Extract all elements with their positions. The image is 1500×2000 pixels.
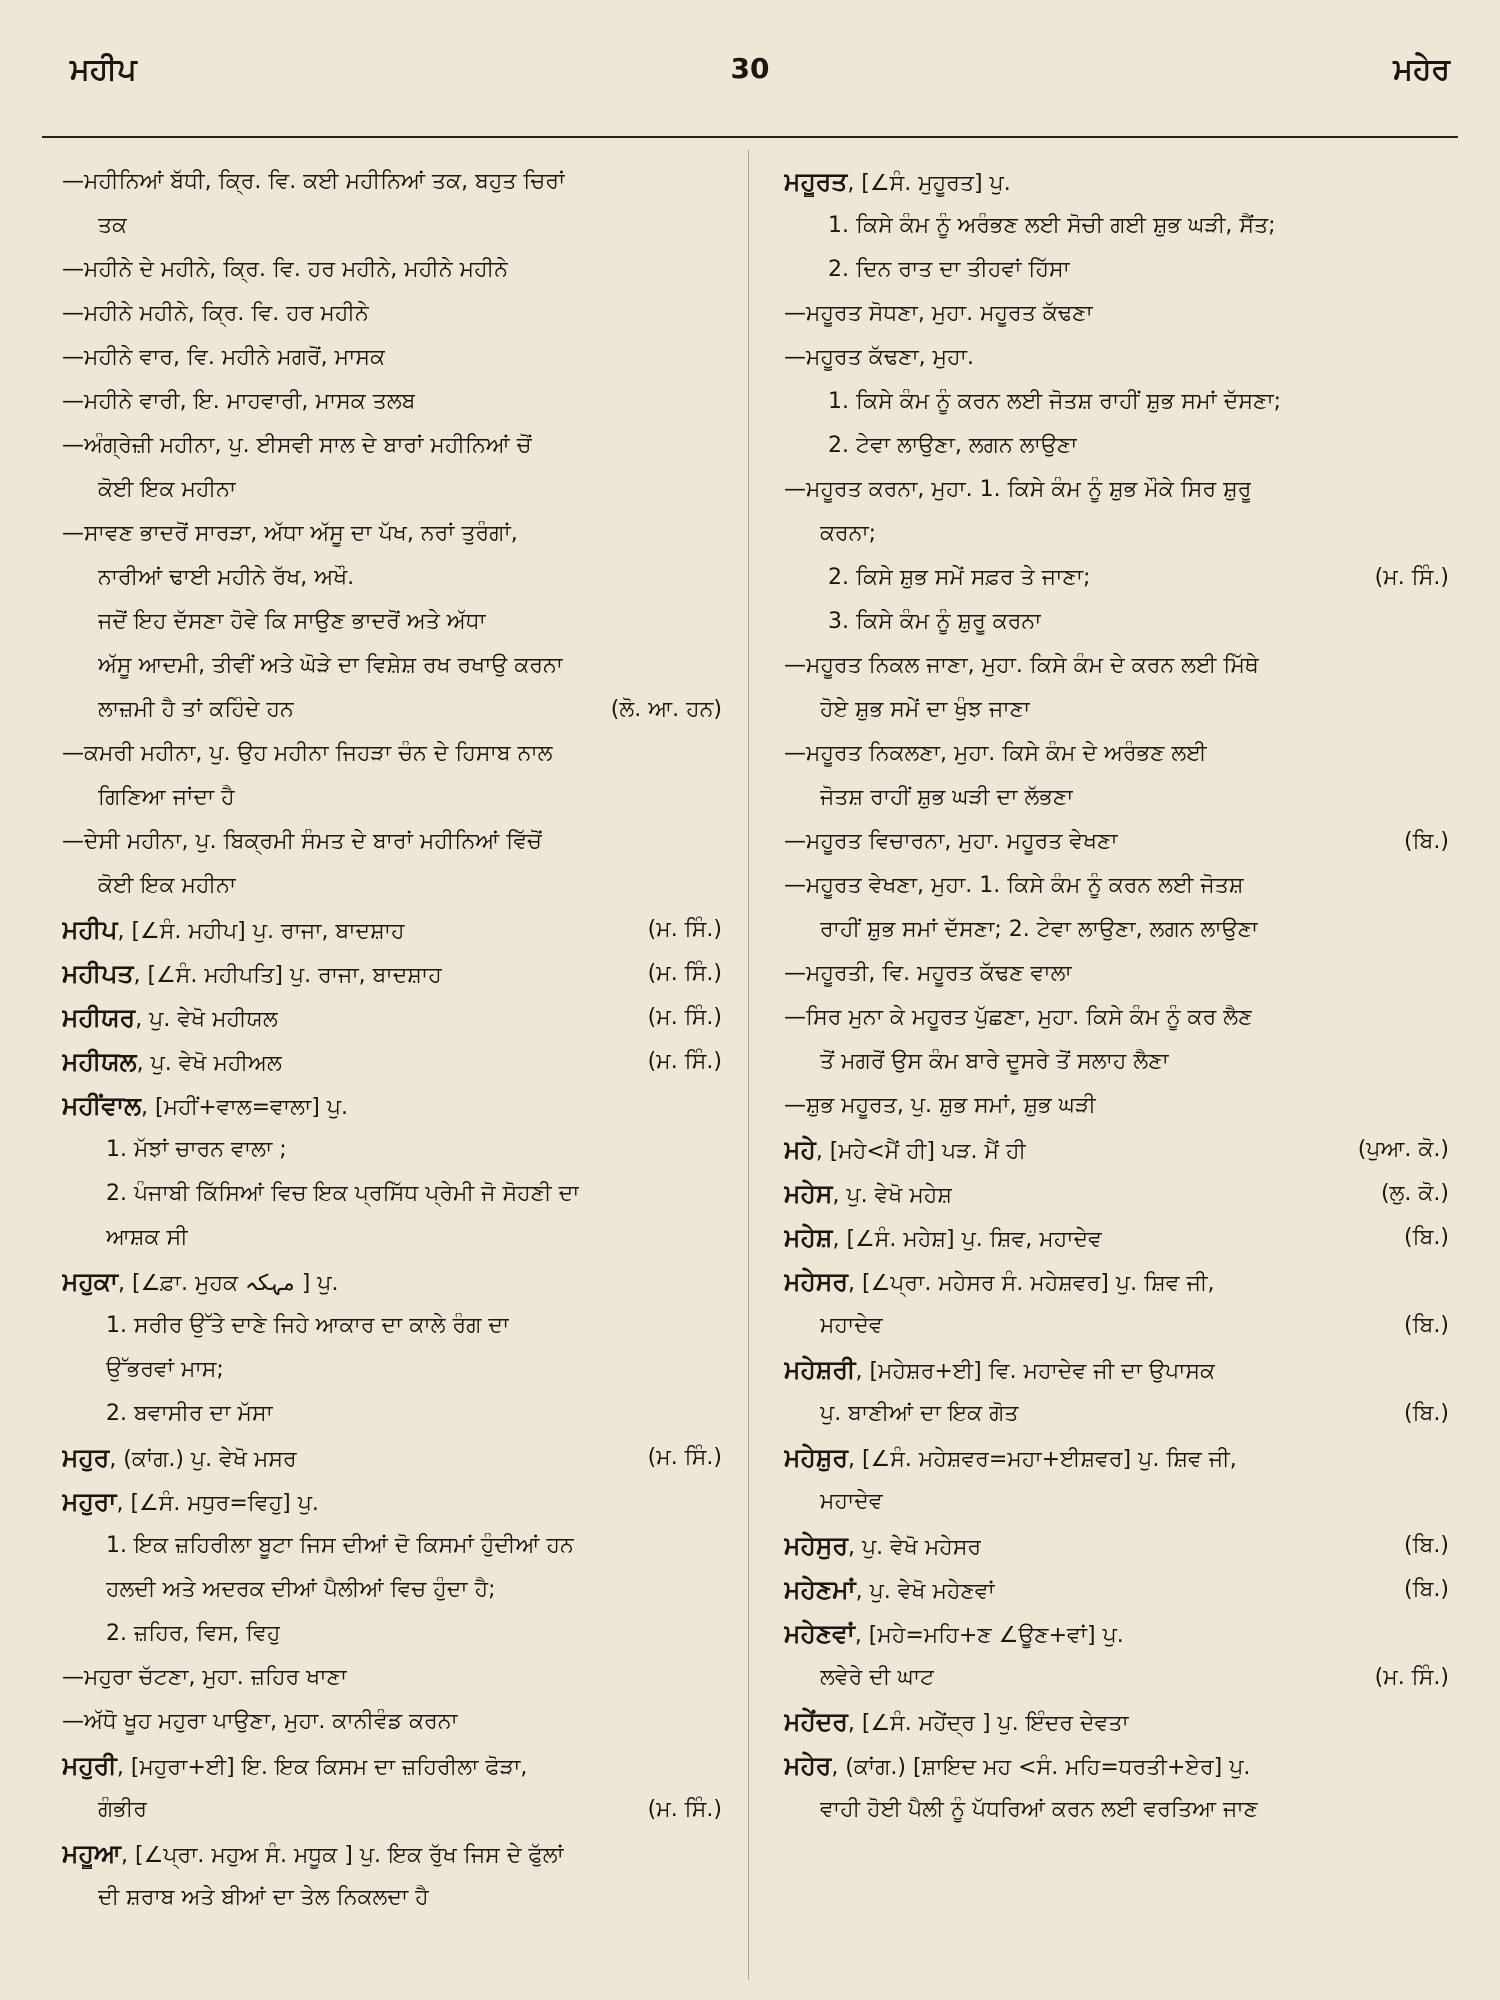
entry-text xyxy=(62,1751,527,1781)
entry-text xyxy=(62,301,369,327)
definition-text: ਹਲਦੀ ਅਤੇ ਅਦਰਕ ਦੀਆਂ ਪੈਲੀਆਂ ਵਿਚ ਹੁੰਦਾ ਹੈ; xyxy=(106,1576,496,1602)
entry-line xyxy=(784,820,1449,864)
entry-text xyxy=(784,1443,1237,1473)
definition-text: ਅੱਸੂ ਆਦਮੀ, ਤੀਵੀਂ ਅਤੇ ਘੋੜੇ ਦਾ ਵਿਸ਼ੇਸ਼ ਰਖ ਰਖਾਉ ਕਰਨਾ xyxy=(98,652,564,678)
entry-line xyxy=(62,864,722,908)
entry-text xyxy=(784,345,974,371)
entry-line xyxy=(784,292,1449,336)
headword: ਮਹੇਣਮਾਂ xyxy=(784,1574,856,1604)
headword: ਮਹੁਰ xyxy=(62,1442,110,1472)
entry-headword-line xyxy=(62,1832,722,1876)
entry-text xyxy=(820,1401,1019,1427)
entry-text xyxy=(106,1533,574,1559)
definition-text: ਮਹਾਦੇਵ xyxy=(820,1488,883,1514)
entry-line xyxy=(62,556,722,600)
entry-line xyxy=(784,380,1449,424)
page-number: 30 xyxy=(730,52,770,85)
definition-text: , [ਮਹੁਰਾ+ਈ] ਇ. ਇਕ ਕਿਸਮ ਦਾ ਜ਼ਹਿਰੀਲਾ ਫੋੜਾ, xyxy=(116,1754,528,1780)
entry-headword-line xyxy=(62,1084,722,1128)
entry-headword-line xyxy=(784,1568,1449,1612)
entry-line xyxy=(784,1392,1449,1436)
source-tag: (ਲੋ. ਆ. ਹਨ) xyxy=(610,696,722,722)
entry-text xyxy=(98,213,127,239)
entry-text xyxy=(62,959,442,989)
headword: ਮਹੀਯਰ xyxy=(62,1002,136,1032)
definition-text: ਕੋਈ ਇਕ ਮਹੀਨਾ xyxy=(98,872,237,898)
definition-text: ਗੰਭੀਰ xyxy=(98,1796,148,1822)
entry-text xyxy=(106,1577,496,1603)
source-tag: (ਬਿ.) xyxy=(1404,1312,1449,1338)
entry-text xyxy=(784,873,1244,899)
definition-text: —ਮਹੂਰਤ ਸੋਧਣਾ, ਮੁਹਾ. ਮਹੂਰਤ ਕੱਢਣਾ xyxy=(784,300,1093,326)
entry-text xyxy=(62,1487,319,1517)
definition-text: 1. ਮੱਝਾਂ ਚਾਰਨ ਵਾਲਾ ; xyxy=(106,1136,287,1162)
entry-line xyxy=(784,644,1449,688)
source-tag: (ਮ. ਸਿੰ.) xyxy=(1374,1664,1449,1690)
entry-text xyxy=(784,167,1011,197)
entry-text xyxy=(820,1489,883,1515)
definition-text: —ਸਾਵਣ ਭਾਦਰੋਂ ਸਾਰੜਾ, ਅੱਧਾ ਅੱਸੂ ਦਾ ਪੱਖ, ਨਰਾਂ ਤੁਰੰਗਾਂ, xyxy=(62,520,518,546)
definition-text: , [∠ਫ਼ਾ. ਮੁਹਕ مہکہ ] ਪੁ. xyxy=(118,1270,339,1296)
entry-text xyxy=(784,1093,1096,1119)
definition-text: —ਮਹੀਨੇ ਵਾਰੀ, ਇ. ਮਾਹਵਾਰੀ, ਮਾਸਕ ਤਲਬ xyxy=(62,388,416,414)
entry-text xyxy=(784,301,1093,327)
definition-text: , [∠ਸੰ. ਮਹੇਂਦ੍ਰ ] ਪੁ. ਇੰਦਰ ਦੇਵਤਾ xyxy=(847,1710,1129,1736)
headword: ਮਹੇਸ਼ xyxy=(784,1222,833,1252)
entry-text xyxy=(828,433,1077,459)
headword: ਮਹੇਸ xyxy=(784,1178,833,1208)
definition-text: —ਮਹੀਨਿਆਂ ਬੱਧੀ, ਕ੍ਰਿ. ਵਿ. ਕਈ ਮਹੀਨਿਆਂ ਤਕ, ਬਹੁਤ ਚਿਰਾਂ xyxy=(62,168,566,194)
entry-line xyxy=(62,512,722,556)
source-tag: (ਮ. ਸਿੰ.) xyxy=(647,1796,722,1822)
definition-text: ਤਕ xyxy=(98,212,128,238)
entry-text xyxy=(106,1313,509,1339)
entry-headword-line xyxy=(62,1744,722,1788)
definition-text: , [ਮਹੇ=ਮਹਿ+ਣ ∠ਊਣ+ਵਾਂ] ਪੁ. xyxy=(854,1622,1124,1648)
entry-line xyxy=(62,1876,722,1920)
definition-text: , [ਮਹੇਸ਼ਰ+ਈ] ਵਿ. ਮਹਾਦੇਵ ਜੀ ਦਾ ਉਪਾਸਕ xyxy=(855,1358,1216,1384)
entry-line xyxy=(62,600,722,644)
entry-line xyxy=(784,336,1449,380)
entry-text xyxy=(820,917,1258,943)
definition-text: , [∠ਸੰ. ਮਧੁਰ=ਵਿਹੁ] ਪੁ. xyxy=(116,1490,319,1516)
entry-text xyxy=(784,1267,1215,1297)
entry-text xyxy=(784,829,1118,855)
definition-text: —ਸ਼ੁਭ ਮਹੂਰਤ, ਪੁ. ਸ਼ੁਭ ਸਮਾਂ, ਸ਼ੁਭ ਘੜੀ xyxy=(784,1092,1096,1118)
definition-text: —ਮਹੂਰਤ ਨਿਕਲ ਜਾਣਾ, ਮੁਹਾ. ਕਿਸੇ ਕੰਮ ਦੇ ਕਰਨ ਲਈ ਮਿੱਥੇ xyxy=(784,652,1259,678)
definition-text: ਰਾਹੀਂ ਸ਼ੁਭ ਸਮਾਂ ਦੱਸਣਾ; 2. ਟੇਵਾ ਲਾਉਣਾ, ਲਗਨ ਲਾਉਣਾ xyxy=(820,916,1259,942)
entry-headword-line xyxy=(784,1524,1449,1568)
entry-text xyxy=(106,1225,188,1251)
definition-text: ਨਾਰੀਆਂ ਢਾਈ ਮਹੀਨੇ ਰੱਖ, ਅਖੌ. xyxy=(98,564,355,590)
definition-text: ਕੋਈ ਇਕ ਮਹੀਨਾ xyxy=(98,476,237,502)
right-column xyxy=(784,160,1449,1832)
source-tag: (ਮ. ਸਿੰ.) xyxy=(647,1048,722,1074)
entry-text xyxy=(784,1135,1026,1165)
entry-headword-line xyxy=(784,1172,1449,1216)
headword: ਮਹੇਸਰ xyxy=(784,1266,848,1296)
definition-text: —ਮਹੂਰਤ ਕੱਢਣਾ, ਮੁਹਾ. xyxy=(784,344,974,370)
entry-line xyxy=(784,1788,1449,1832)
source-tag: (ਮ. ਸਿੰ.) xyxy=(647,960,722,986)
entry-line xyxy=(784,732,1449,776)
entry-text xyxy=(828,257,1070,283)
definition-text: , [ਮਹੇ<ਮੈਂ ਹੀ] ਪੜ. ਮੈਂ ਹੀ xyxy=(815,1138,1027,1164)
entry-text xyxy=(784,1575,995,1605)
entry-line xyxy=(62,380,722,424)
definition-text: ਲਾਜ਼ਮੀ ਹੈ ਤਾਂ ਕਹਿੰਦੇ ਹਨ xyxy=(98,696,294,722)
entry-line xyxy=(62,1216,722,1260)
definition-text: 2. ਕਿਸੇ ਸ਼ੁਭ ਸਮੇਂ ਸਫ਼ਰ ਤੇ ਜਾਣਾ; xyxy=(828,564,1091,590)
left-column xyxy=(62,160,722,1920)
entry-line xyxy=(784,204,1449,248)
entry-text xyxy=(784,1223,1102,1253)
entry-text xyxy=(828,389,1281,415)
entry-text xyxy=(828,213,1276,239)
entry-text xyxy=(784,653,1259,679)
headword: ਮਹੇਰ xyxy=(784,1750,832,1780)
entry-line xyxy=(62,248,722,292)
definition-text: , [∠ਪ੍ਰਾ. ਮਹੁਅ ਸੰ. ਮਧੂਕ ] ਪੁ. ਇਕ ਰੁੱਖ ਜਿਸ ਦੇ ਫੁੱਲਾਂ xyxy=(121,1842,564,1868)
entry-line xyxy=(784,864,1449,908)
entry-line xyxy=(62,1348,722,1392)
definition-text: , ਪੁ. ਵੇਖੋ ਮਹੀਅਲ xyxy=(136,1050,282,1076)
entry-headword-line xyxy=(784,1348,1449,1392)
entry-text xyxy=(62,1267,338,1297)
definition-text: , ਪੁ. ਵੇਖੋ ਮਹੇਣਵਾਂ xyxy=(855,1578,995,1604)
definition-text: —ਦੇਸੀ ਮਹੀਨਾ, ਪੁ. ਬਿਕ੍ਰਮੀ ਸੰਮਤ ਦੇ ਬਾਰਾਂ ਮਹੀਨਿਆਂ ਵਿੱਚੋਂ xyxy=(62,828,542,854)
entry-line xyxy=(62,1568,722,1612)
entry-line xyxy=(784,556,1449,600)
entry-text xyxy=(784,1751,1250,1781)
entry-text xyxy=(98,565,354,591)
entry-text xyxy=(98,609,486,635)
running-head-left: ਮਹੀਪ xyxy=(70,52,137,87)
entry-text xyxy=(98,1797,147,1823)
definition-text: , [∠ਸੰ. ਮਹੇਸ਼] ਪੁ. ਸ਼ਿਵ, ਮਹਾਦੇਵ xyxy=(832,1226,1102,1252)
entry-line xyxy=(784,424,1449,468)
definition-text: —ਮਹੂਰਤ ਨਿਕਲਣਾ, ਮੁਹਾ. ਕਿਸੇ ਕੰਮ ਦੇ ਅਰੰਭਣ ਲਈ xyxy=(784,740,1207,766)
definition-text: 2. ਟੇਵਾ ਲਾਉਣਾ, ਲਗਨ ਲਾਉਣਾ xyxy=(828,432,1078,458)
entry-line xyxy=(784,600,1449,644)
definition-text: —ਮਹੀਨੇ ਵਾਰ, ਵਿ. ਮਹੀਨੇ ਮਗਰੋਂ, ਮਾਸਕ xyxy=(62,344,386,370)
entry-line xyxy=(62,1612,722,1656)
entry-line xyxy=(62,468,722,512)
entry-line xyxy=(62,776,722,820)
entry-line xyxy=(62,1700,722,1744)
entry-line xyxy=(62,1788,722,1832)
entry-line xyxy=(784,688,1449,732)
source-tag: (ਪੁਆ. ਕੋ.) xyxy=(1357,1136,1449,1162)
entry-text xyxy=(820,1797,1258,1823)
entry-text xyxy=(62,345,385,371)
definition-text: —ਸਿਰ ਮੁਨਾ ਕੇ ਮਹੂਰਤ ਪੁੱਛਣਾ, ਮੁਹਾ. ਕਿਸੇ ਕੰਮ ਨੂੰ ਕਰ ਲੈਣ xyxy=(784,1004,1253,1030)
entry-line xyxy=(62,688,722,732)
headword: ਮਹੀਂਵਾਲ xyxy=(62,1090,142,1120)
definition-text: 2. ਜ਼ਹਿਰ, ਵਿਸ, ਵਿਹੁ xyxy=(106,1620,281,1646)
definition-text: , [∠ਸੰ. ਮਹੇਸ਼ਵਰ=ਮਹਾ+ਈਸ਼ਵਰ] ਪੁ. ਸ਼ਿਵ ਜੀ, xyxy=(847,1446,1237,1472)
entry-text xyxy=(62,915,405,945)
source-tag: (ਮ. ਸਿੰ.) xyxy=(647,916,722,942)
definition-text: ਜਦੋਂ ਇਹ ਦੱਸਣਾ ਹੋਵੇ ਕਿ ਸਾਉਣ ਭਾਦਰੋਂ ਅਤੇ ਅੱਧਾ xyxy=(98,608,486,634)
entry-text xyxy=(62,1003,278,1033)
entry-headword-line xyxy=(784,160,1449,204)
entry-text xyxy=(62,829,542,855)
definition-text: ਜੋਤਸ਼ ਰਾਹੀਂ ਸ਼ੁਭ ਘੜੀ ਦਾ ਲੱਭਣਾ xyxy=(820,784,1074,810)
entry-headword-line xyxy=(784,1216,1449,1260)
definition-text: , (ਕਾਂਗ.) [ਸ਼ਾਇਦ ਮਹ <ਸੰ. ਮਹਿ=ਧਰਤੀ+ਏਰ] ਪੁ. xyxy=(831,1754,1251,1780)
headword: ਮਹੇਣਵਾਂ xyxy=(784,1618,855,1648)
entry-text xyxy=(820,697,1030,723)
source-tag: (ਬਿ.) xyxy=(1404,1224,1449,1250)
entry-text xyxy=(784,1179,952,1209)
entry-text xyxy=(62,1665,347,1691)
entry-line xyxy=(62,424,722,468)
entry-headword-line xyxy=(784,1700,1449,1744)
definition-text: , [∠ਸੰ. ਮਹੀਪਤਿ] ਪੁ. ਰਾਜਾ, ਬਾਦਸ਼ਾਹ xyxy=(133,962,442,988)
entry-text xyxy=(98,785,235,811)
column-divider xyxy=(748,150,749,1980)
entry-text xyxy=(106,1621,280,1647)
headword: ਮਹੂਆ xyxy=(62,1838,122,1868)
definition-text: —ਮਹੂਰਤ ਕਰਨਾ, ਮੁਹਾ. 1. ਕਿਸੇ ਕੰਮ ਨੂੰ ਸ਼ੁਭ ਮੌਕੇ ਸਿਰ ਸ਼ੁਰੂ xyxy=(784,476,1252,502)
entry-line xyxy=(784,1040,1449,1084)
entry-text xyxy=(820,1665,934,1691)
entry-headword-line xyxy=(62,1436,722,1480)
headword: ਮਹੀਪ xyxy=(62,914,118,944)
definition-text: , ਪੁ. ਵੇਖੋ ਮਹੇਸਰ xyxy=(847,1534,982,1560)
entry-line xyxy=(784,512,1449,556)
headword: ਮਹੁਰਾ xyxy=(62,1486,117,1516)
running-head-right: ਮਹੇਰ xyxy=(1393,52,1450,87)
header-rule xyxy=(42,136,1458,138)
entry-line xyxy=(784,952,1449,996)
entry-text xyxy=(784,477,1251,503)
entry-line xyxy=(784,908,1449,952)
definition-text: 2. ਦਿਨ ਰਾਤ ਦਾ ਤੀਹਵਾਂ ਹਿੱਸਾ xyxy=(828,256,1070,282)
entry-text xyxy=(784,1707,1129,1737)
definition-text: —ਮਹੂਰਤ ਵਿਚਾਰਨਾ, ਮੁਹਾ. ਮਹੂਰਤ ਵੇਖਣਾ xyxy=(784,828,1118,854)
definition-text: 2. ਬਵਾਸੀਰ ਦਾ ਮੱਸਾ xyxy=(106,1400,273,1426)
definition-text: 3. ਕਿਸੇ ਕੰਮ ਨੂੰ ਸ਼ੁਰੂ ਕਰਨਾ xyxy=(828,608,1042,634)
headword: ਮਹੇਸ਼ੁਰ xyxy=(784,1442,848,1472)
entry-line xyxy=(784,468,1449,512)
entry-text xyxy=(98,1885,429,1911)
headword: ਮਹੁਰੀ xyxy=(62,1750,117,1780)
entry-text xyxy=(98,697,294,723)
entry-text xyxy=(62,1709,458,1735)
entry-text xyxy=(62,1091,348,1121)
definition-text: , ਪੁ. ਵੇਖੋ ਮਹੀਯਲ xyxy=(135,1006,278,1032)
definition-text: , [ਮਹੀਂ+ਵਾਲ=ਵਾਲਾ] ਪੁ. xyxy=(141,1094,348,1120)
entry-headword-line xyxy=(62,996,722,1040)
definition-text: 1. ਇਕ ਜ਼ਹਿਰੀਲਾ ਬੂਟਾ ਜਿਸ ਦੀਆਂ ਦੋ ਕਿਸਮਾਂ ਹੁੰਦੀਆਂ ਹਨ xyxy=(106,1532,574,1558)
definition-text: ਪੁ. ਬਾਣੀਆਂ ਦਾ ਇਕ ਗੋਤ xyxy=(820,1400,1019,1426)
definition-text: —ਕਮਰੀ ਮਹੀਨਾ, ਪੁ. ਉਹ ਮਹੀਨਾ ਜਿਹੜਾ ਚੰਨ ਦੇ ਹਿਸਾਬ ਨਾਲ xyxy=(62,740,553,766)
entry-headword-line xyxy=(62,1040,722,1084)
entry-line xyxy=(62,1656,722,1700)
entry-line xyxy=(62,336,722,380)
definition-text: ਹੋਏ ਸ਼ੁਭ ਸਮੇਂ ਦਾ ਖੁੰਝ ਜਾਣਾ xyxy=(820,696,1031,722)
definition-text: ਕਰਨਾ; xyxy=(820,520,877,546)
source-tag: (ਮ. ਸਿੰ.) xyxy=(647,1444,722,1470)
entry-text xyxy=(62,1839,564,1869)
headword: ਮਹੇਸ਼ਰੀ xyxy=(784,1354,856,1384)
entry-text xyxy=(62,521,518,547)
headword: ਮਹੇ xyxy=(784,1134,816,1164)
entry-line xyxy=(784,1656,1449,1700)
entry-line xyxy=(62,1392,722,1436)
entry-text xyxy=(106,1181,579,1207)
entry-headword-line xyxy=(62,908,722,952)
entry-text xyxy=(98,873,236,899)
definition-text: 1. ਕਿਸੇ ਕੰਮ ਨੂੰ ਅਰੰਭਣ ਲਈ ਸੋਚੀ ਗਈ ਸ਼ੁਭ ਘੜੀ, ਸੈਂਤ; xyxy=(828,212,1276,238)
entry-text xyxy=(106,1401,273,1427)
definition-text: ਤੋਂ ਮਗਰੋਂ ਉਸ ਕੰਮ ਬਾਰੇ ਦੂਸਰੇ ਤੋਂ ਸਲਾਹ ਲੈਣਾ xyxy=(820,1048,1169,1074)
entry-text xyxy=(62,741,553,767)
definition-text: ਲਵੇਰੇ ਦੀ ਘਾਟ xyxy=(820,1664,935,1690)
entry-text xyxy=(62,1047,282,1077)
definition-text: , (ਕਾਂਗ.) ਪੁ. ਵੇਖੋ ਮਸਰ xyxy=(109,1446,297,1472)
entry-text xyxy=(820,1049,1169,1075)
headword: ਮਹੇਸੁਰ xyxy=(784,1530,848,1560)
definition-text: —ਅੱਧੋ ਖੂਹ ਮਹੁਰਾ ਪਾਉਣਾ, ਮੁਹਾ. ਕਾਨੀਵੰਡ ਕਰਨਾ xyxy=(62,1708,458,1734)
entry-line xyxy=(62,1304,722,1348)
entry-text xyxy=(784,1005,1252,1031)
entry-headword-line xyxy=(784,1436,1449,1480)
headword: ਮਹੂਰਤ xyxy=(784,166,848,196)
definition-text: —ਮਹੁਰਾ ਚੱਟਣਾ, ਮੁਹਾ. ਜ਼ਹਿਰ ਖਾਣਾ xyxy=(62,1664,348,1690)
source-tag: (ਬਿ.) xyxy=(1404,1576,1449,1602)
entry-line xyxy=(62,1172,722,1216)
entry-text xyxy=(62,433,532,459)
definition-text: , [∠ਪ੍ਰਾ. ਮਹੇਸਰ ਸੰ. ਮਹੇਸ਼ਵਰ] ਪੁ. ਸ਼ਿਵ ਜੀ, xyxy=(847,1270,1215,1296)
definition-text: 1. ਕਿਸੇ ਕੰਮ ਨੂੰ ਕਰਨ ਲਈ ਜੋਤਸ਼ ਰਾਹੀਂ ਸ਼ੁਭ ਸਮਾਂ ਦੱਸਣਾ; xyxy=(828,388,1282,414)
headword: ਮਹੁਕਾ xyxy=(62,1266,119,1296)
entry-text xyxy=(828,609,1041,635)
source-tag: (ਮ. ਸਿੰ.) xyxy=(1374,564,1449,590)
definition-text: ਵਾਹੀ ਹੋਈ ਪੈਲੀ ਨੂੰ ਪੱਧਰਿਆਂ ਕਰਨ ਲਈ ਵਰਤਿਆ ਜਾਣ xyxy=(820,1796,1258,1822)
source-tag: (ਬਿ.) xyxy=(1404,1532,1449,1558)
headword: ਮਹੇਂਦਰ xyxy=(784,1706,848,1736)
entry-text xyxy=(98,653,563,679)
entry-text xyxy=(784,741,1207,767)
entry-text xyxy=(62,257,508,283)
source-tag: (ਬਿ.) xyxy=(1404,828,1449,854)
definition-text: , [∠ਸੰ. ਮੁਹੂਰਤ] ਪੁ. xyxy=(847,170,1011,196)
entry-line xyxy=(784,1304,1449,1348)
entry-text xyxy=(784,1619,1124,1649)
entry-text xyxy=(62,169,565,195)
entry-text xyxy=(784,1355,1215,1385)
definition-text: 2. ਪੰਜਾਬੀ ਕਿੱਸਿਆਂ ਵਿਚ ਇਕ ਪ੍ਰਸਿੱਧ ਪ੍ਰੇਮੀ ਜੋ ਸੋਹਣੀ ਦਾ xyxy=(106,1180,580,1206)
entry-headword-line xyxy=(784,1128,1449,1172)
entry-line xyxy=(62,160,722,204)
definition-text: 1. ਸਰੀਰ ਉੱਤੇ ਦਾਣੇ ਜਿਹੇ ਆਕਾਰ ਦਾ ਕਾਲੇ ਰੰਗ ਦਾ xyxy=(106,1312,510,1338)
entry-line xyxy=(784,776,1449,820)
definition-text: —ਮਹੂਰਤ ਵੇਖਣਾ, ਮੁਹਾ. 1. ਕਿਸੇ ਕੰਮ ਨੂੰ ਕਰਨ ਲਈ ਜੋਤਸ਼ xyxy=(784,872,1244,898)
entry-text xyxy=(106,1357,224,1383)
definition-text: —ਮਹੀਨੇ ਦੇ ਮਹੀਨੇ, ਕ੍ਰਿ. ਵਿ. ਹਰ ਮਹੀਨੇ, ਮਹੀਨੇ ਮਹੀਨੇ xyxy=(62,256,508,282)
definition-text: —ਮਹੂਰਤੀ, ਵਿ. ਮਹੂਰਤ ਕੱਢਣ ਵਾਲਾ xyxy=(784,960,1072,986)
entry-line xyxy=(62,732,722,776)
entry-text xyxy=(106,1137,287,1163)
entry-line xyxy=(784,248,1449,292)
entry-text xyxy=(828,565,1090,591)
entry-text xyxy=(820,1313,883,1339)
definition-text: , [∠ਸੰ. ਮਹੀਪ] ਪੁ. ਰਾਜਾ, ਬਾਦਸ਼ਾਹ xyxy=(117,918,405,944)
entry-text xyxy=(820,785,1073,811)
definition-text: —ਮਹੀਨੇ ਮਹੀਨੇ, ਕ੍ਰਿ. ਵਿ. ਹਰ ਮਹੀਨੇ xyxy=(62,300,369,326)
definition-text: ਗਿਣਿਆ ਜਾਂਦਾ ਹੈ xyxy=(98,784,235,810)
entry-line xyxy=(62,820,722,864)
entry-headword-line xyxy=(784,1744,1449,1788)
entry-headword-line xyxy=(62,1480,722,1524)
entry-line xyxy=(784,1480,1449,1524)
entry-text xyxy=(62,389,415,415)
source-tag: (ਬਿ.) xyxy=(1404,1400,1449,1426)
headword: ਮਹੀਪਤ xyxy=(62,958,134,988)
definition-text: —ਅੰਗ੍ਰੇਜ਼ੀ ਮਹੀਨਾ, ਪੁ. ਈਸਵੀ ਸਾਲ ਦੇ ਬਾਰਾਂ ਮਹੀਨਿਆਂ ਚੋਂ xyxy=(62,432,532,458)
source-tag: (ਮ. ਸਿੰ.) xyxy=(647,1004,722,1030)
entry-text xyxy=(62,1443,297,1473)
definition-text: ਉੱਭਰਵਾਂ ਮਾਸ; xyxy=(106,1356,224,1382)
entry-line xyxy=(62,292,722,336)
entry-line xyxy=(62,1128,722,1172)
entry-text xyxy=(820,521,876,547)
entry-line xyxy=(62,644,722,688)
entry-text xyxy=(98,477,236,503)
entry-line xyxy=(62,204,722,248)
definition-text: , ਪੁ. ਵੇਖੋ ਮਹੇਸ਼ xyxy=(832,1182,952,1208)
entry-headword-line xyxy=(62,1260,722,1304)
entry-line xyxy=(62,1524,722,1568)
entry-text xyxy=(784,1531,981,1561)
entry-headword-line xyxy=(62,952,722,996)
source-tag: (ਲੁ. ਕੋ.) xyxy=(1380,1180,1449,1206)
entry-text xyxy=(784,961,1072,987)
entry-line xyxy=(784,1084,1449,1128)
entry-headword-line xyxy=(784,1260,1449,1304)
entry-headword-line xyxy=(784,1612,1449,1656)
definition-text: ਮਹਾਦੇਵ xyxy=(820,1312,883,1338)
headword: ਮਹੀਯਲ xyxy=(62,1046,137,1076)
definition-text: ਆਸ਼ਕ ਸੀ xyxy=(106,1224,188,1250)
definition-text: ਦੀ ਸ਼ਰਾਬ ਅਤੇ ਬੀਆਂ ਦਾ ਤੇਲ ਨਿਕਲਦਾ ਹੈ xyxy=(98,1884,429,1910)
entry-line xyxy=(784,996,1449,1040)
